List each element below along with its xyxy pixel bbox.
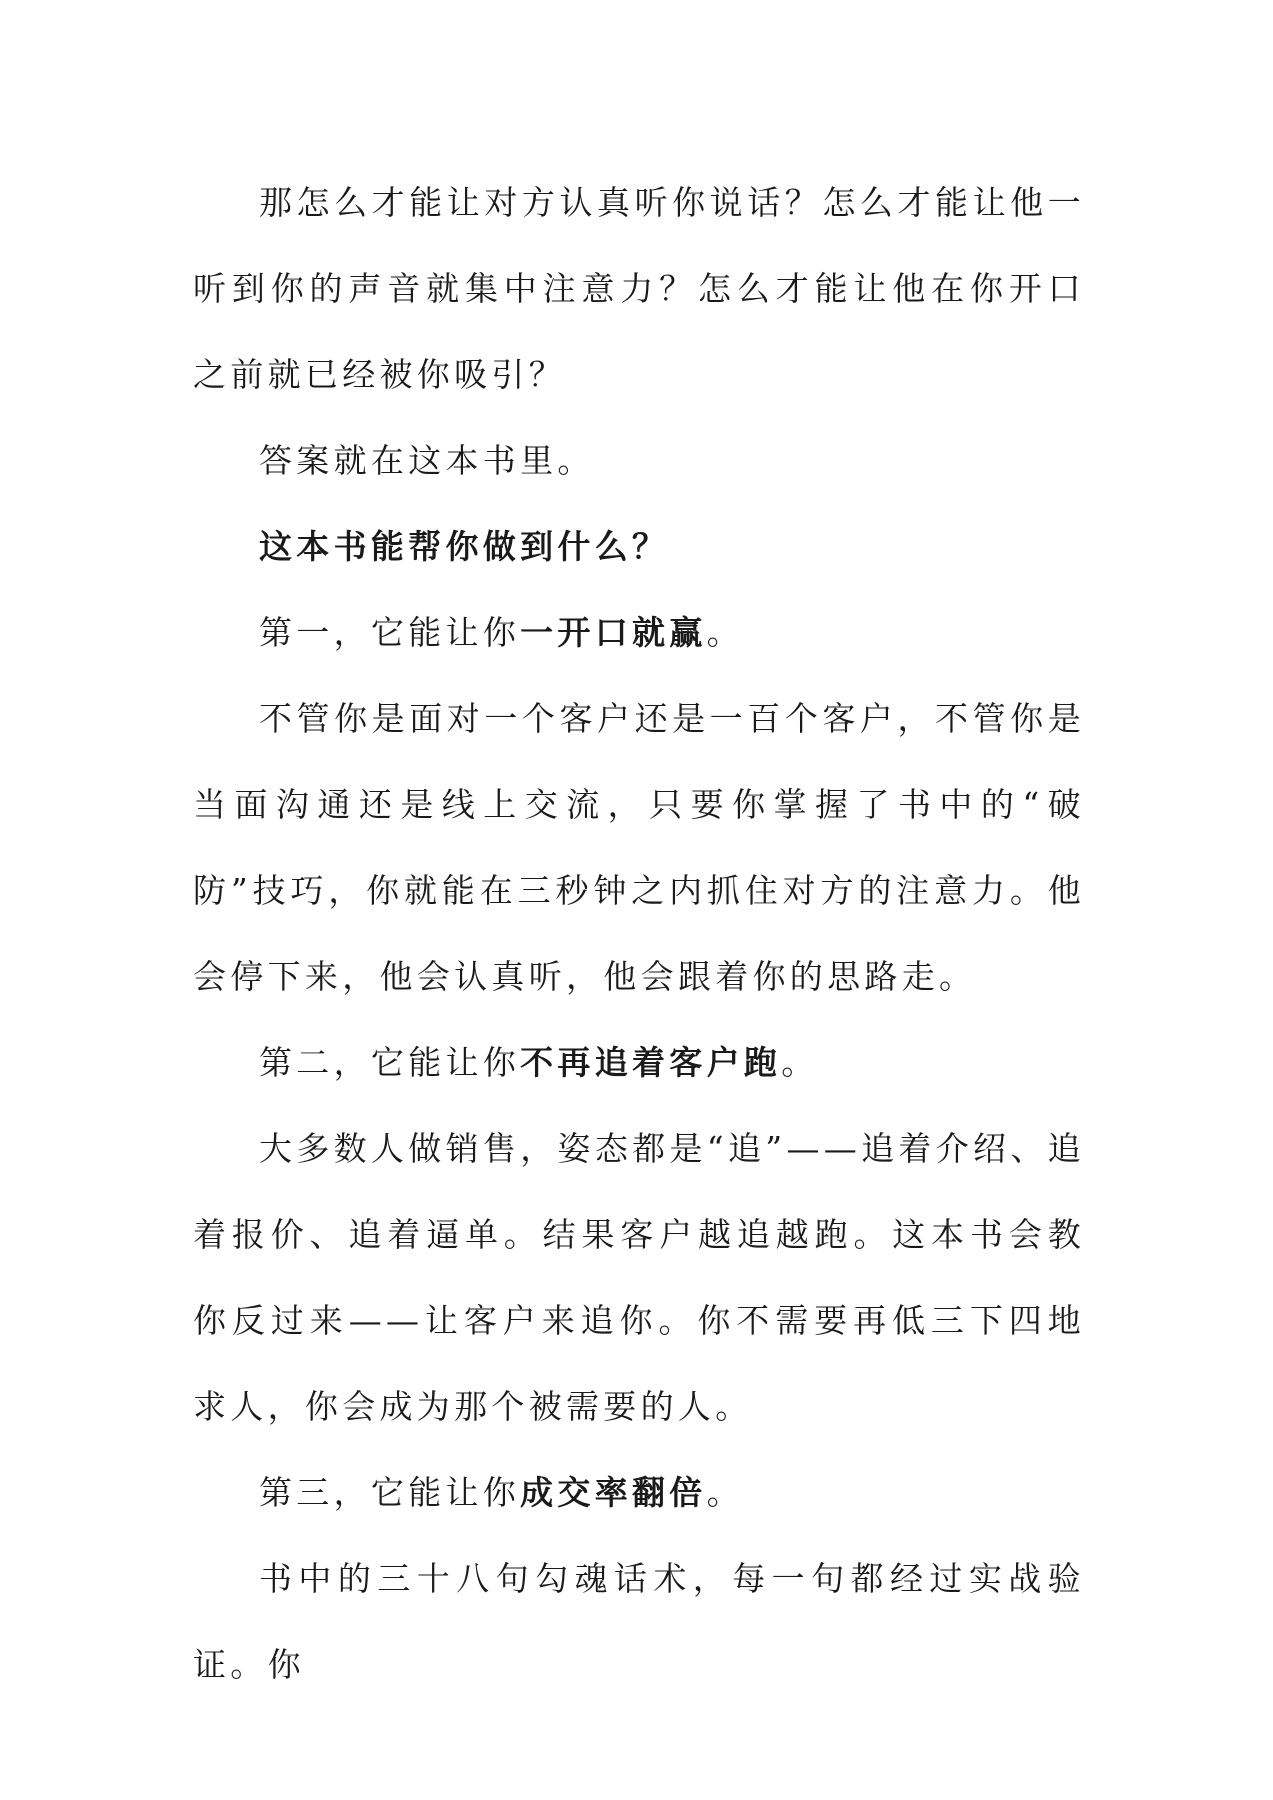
point-one-prefix: 第一，它能让你: [259, 613, 521, 652]
paragraph-point-two-detail: 大多数人做销售，姿态都是“追”——追着介绍、追着报价、追着逼单。结果客户越追越跑。这本书会教你反过来——让客户来追你。你不需要再低三下四地求人，你会成为那个被需要的人。: [193, 1129, 1085, 1426]
paragraph-answer: 答案就在这本书里。: [259, 441, 595, 480]
point-three-suffix: 。: [706, 1473, 744, 1512]
section-heading-text: 这本书能帮你做到什么？: [259, 527, 670, 566]
document-page: [193, 160, 1085, 1708]
point-two-highlight: 不再追着客户跑: [520, 1043, 782, 1082]
point-three-highlight: 成交率翻倍: [520, 1473, 707, 1512]
paragraph-intro-questions: 那怎么才能让对方认真听你说话？怎么才能让他一听到你的声音就集中注意力？怎么才能让他在你开口之前就已经被你吸引？: [193, 183, 1085, 394]
point-two-suffix: 。: [781, 1043, 819, 1082]
point-one-highlight: 一开口就赢: [520, 613, 707, 652]
point-three: [193, 1450, 1085, 1536]
point-two: [193, 1020, 1085, 1106]
paragraph-point-one-detail: 不管你是面对一个客户还是一百个客户，不管你是当面沟通还是线上交流，只要你掌握了书中的“破防”技巧，你就能在三秒钟之内抓住对方的注意力。他会停下来，他会认真听，他会跟着你的思路走。: [193, 699, 1085, 996]
point-three-prefix: 第三，它能让你: [259, 1473, 521, 1512]
point-two-prefix: 第二，它能让你: [259, 1043, 521, 1082]
point-one-suffix: 。: [706, 613, 744, 652]
section-heading: [193, 504, 1085, 590]
paragraph-point-three-detail: 书中的三十八句勾魂话术，每一句都经过实战验证。你: [193, 1559, 1085, 1684]
point-one: [193, 590, 1085, 676]
